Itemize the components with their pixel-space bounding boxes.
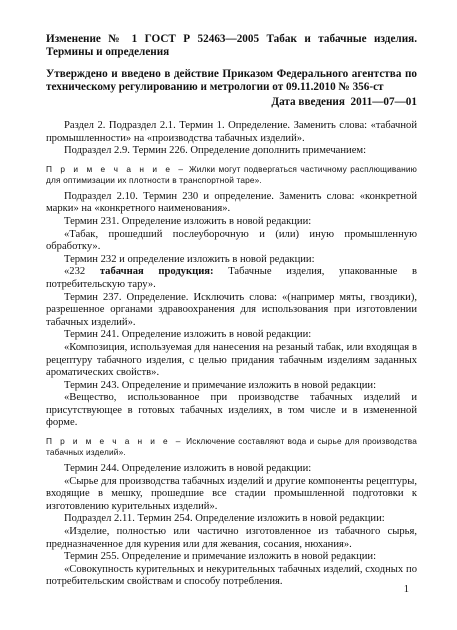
note [46,436,417,458]
approval-statement: Утверждено и введено в действие Приказом Федерального агентства по техническому регулированию и метрологии от 09.11.2010 № 356-ст [46,68,417,93]
paragraph: Подраздел 2.11. Термин 254. Определение изложить в новой редакции: [64,513,385,525]
paragraph: Термин 255. Определение и примечание изложить в новой редакции: [64,551,377,563]
note-text: Исключение составляют вода и сырье для производства табачных изделий». [46,436,417,458]
paragraph: «Совокупность курительных и некурительных табачных изделий, сходных по потребительским свойствам и способу потребления. [46,563,417,588]
paragraph: Термин 243. Определение и примечание изложить в новой редакции: [64,379,377,391]
note-label: П р и м е ч а н и е – [46,163,186,174]
term-name: табачная продукция: [99,266,214,278]
paragraph [46,266,417,291]
paragraph: Термин 244. Определение изложить в новой редакции: [64,463,312,475]
paragraph: «Вещество, использованное при производстве табачных изделий и присутствующее в готовых табачных изделиях, в том числе и в измененной форме. [46,392,417,429]
paragraph: «Сырье для производства табачных изделий и другие компоненты рецептуры, входящие в мешку, прошедшие все стадии промышленной подготовки к изготовлению курительных изделий». [46,475,417,512]
note-text: Жилки могут подвергаться частичному расплющиванию для оптимизации их плотности в транспортной таре». [46,163,417,185]
term-definition: Табачные изделия, упакованные в потребительскую тару». [46,266,417,290]
effective-date-value: 2011—07—01 [350,96,417,108]
effective-date [46,96,417,109]
paragraph: «Изделие, полностью или частично изготовленное из табачного сырья, предназначенное для курения или для жевания, сосания, нюхания». [46,526,417,550]
note [46,164,417,186]
paragraph: Термин 241. Определение изложить в новой редакции: [64,329,312,341]
paragraph: Подраздел 2.10. Термин 230 и определение. Заменить слова: «конкретной марки» на «конкретного наименования». [46,190,417,215]
note-label: П р и м е ч а н и е – [46,436,184,447]
page-number: 1 [403,584,409,595]
paragraph: «Табак, прошедший послеуборочную и (или) иную промышленную обработку». [46,228,417,253]
term-number: «232 [64,266,86,278]
paragraph: Подраздел 2.9. Термин 226. Определение дополнить примечанием: [64,145,367,157]
paragraph: «Композиция, используемая для нанесения на резаный табак, или входящая в рецептуру табачного изделия, с целью придания табачным изделиям заданных ароматических свойств». [46,341,417,379]
document-body [46,120,417,589]
amendment-title: Изменение № 1 ГОСТ Р 52463—2005 Табак и табачные изделия. Термины и определения [46,33,417,58]
paragraph: Раздел 2. Подраздел 2.1. Термин 1. Определение. Заменить слова: «табачной промышленности» на «производства табачных изделий». [46,120,417,144]
paragraph: Термин 237. Определение. Исключить слова: «(например мяты, гвоздики), разрешенное органами здравоохранения для использования при изготовлении табачных изделий». [46,291,417,328]
effective-date-label: Дата введения [271,96,345,108]
paragraph: Термин 231. Определение изложить в новой редакции: [64,215,312,227]
paragraph: Термин 232 и определение изложить в новой редакции: [64,253,315,265]
document-page [46,33,417,589]
